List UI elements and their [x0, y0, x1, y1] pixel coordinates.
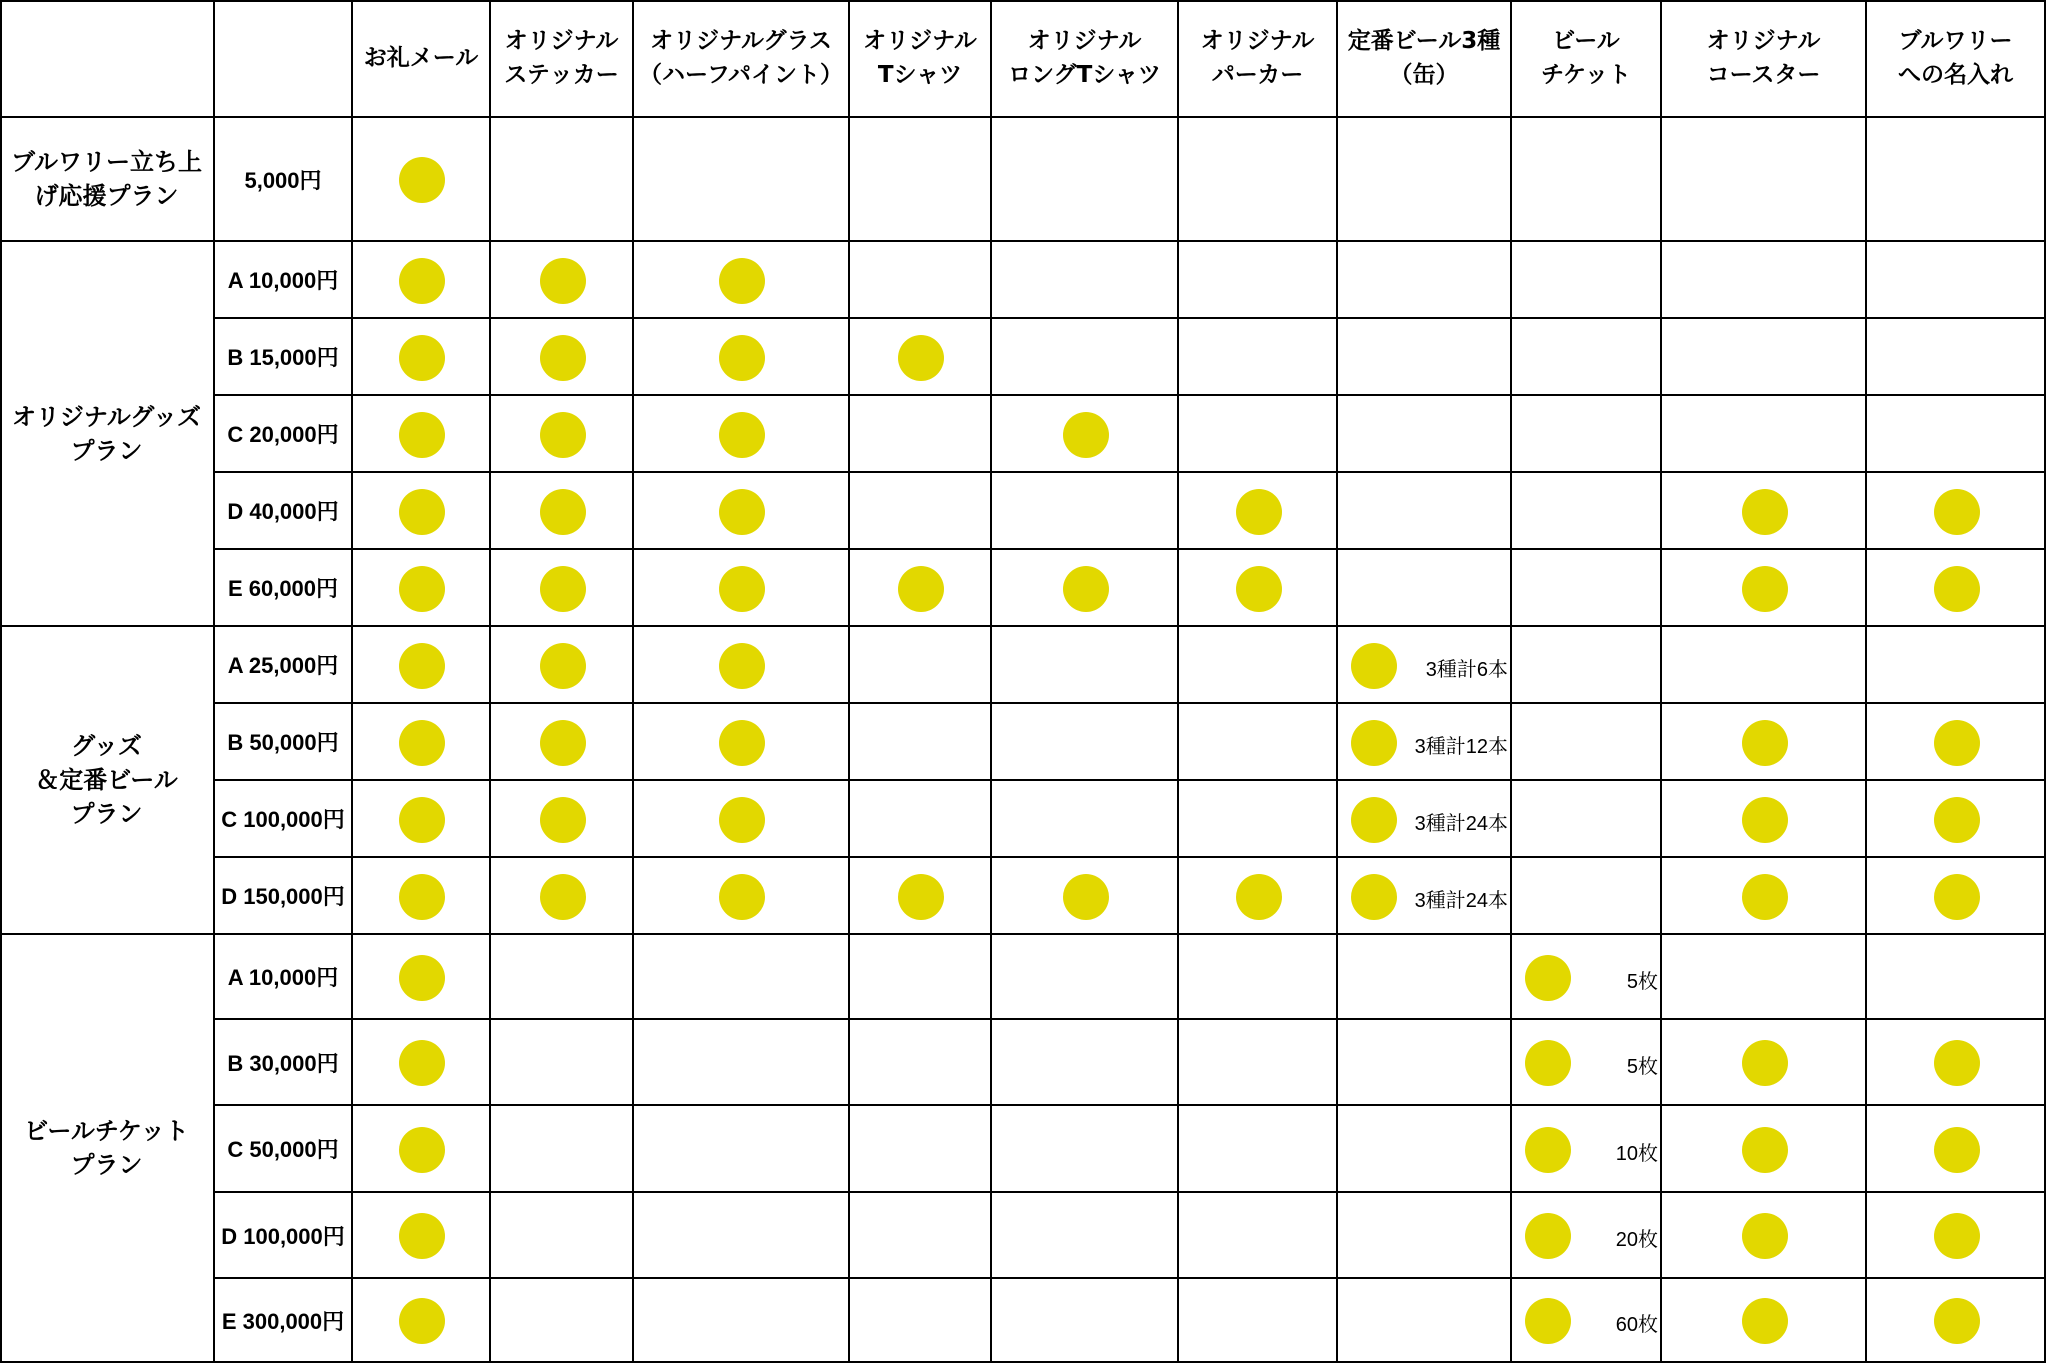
included-mark [1934, 874, 1980, 920]
included-mark [719, 643, 765, 689]
included-mark [540, 874, 586, 920]
benefit-cell [634, 1193, 850, 1279]
benefit-cell [992, 1193, 1179, 1279]
benefit-cell [850, 118, 992, 242]
quantity-note: 5枚 [1626, 970, 1658, 993]
benefit-cell [491, 1193, 634, 1279]
benefit-cell [850, 1279, 992, 1363]
benefit-cell [992, 1020, 1179, 1106]
benefit-cell [1179, 396, 1338, 473]
plan-name: ビールチケット プラン [0, 935, 215, 1363]
included-mark [399, 157, 445, 203]
quantity-note: 60枚 [1615, 1314, 1658, 1336]
benefit-cell [992, 935, 1179, 1020]
included-mark [1934, 1298, 1980, 1344]
plan-price: 5,000円 [215, 118, 353, 242]
quantity-note: 3種計12本 [1414, 735, 1508, 758]
included-mark [1934, 720, 1980, 766]
plan-price: A 25,000円 [215, 627, 353, 704]
plan-price: C 100,000円 [215, 781, 353, 858]
benefit-cell [491, 1020, 634, 1106]
plan-name: ブルワリー立ち上 げ応援プラン [0, 118, 215, 242]
benefit-cell [1662, 242, 1867, 319]
included-mark [1742, 874, 1788, 920]
included-mark [1525, 1127, 1571, 1173]
quantity-note: 10枚 [1615, 1142, 1658, 1165]
benefit-cell [1338, 396, 1512, 473]
included-mark [399, 1127, 445, 1173]
quantity-note: 3種計6本 [1425, 658, 1508, 681]
benefit-cell [1338, 550, 1512, 627]
benefit-cell [850, 1106, 992, 1193]
benefit-cell [1338, 935, 1512, 1020]
benefit-cell [1338, 1193, 1512, 1279]
benefit-cell [1512, 242, 1662, 319]
quantity-note: 20枚 [1615, 1229, 1658, 1251]
column-header: ブルワリー への名入れ [1867, 0, 2046, 118]
column-header: オリジナル ステッカー [491, 0, 634, 118]
included-mark [1742, 720, 1788, 766]
included-mark [540, 258, 586, 304]
included-mark [1063, 566, 1109, 612]
benefit-cell [1662, 118, 1867, 242]
benefit-cell [992, 319, 1179, 396]
included-mark [540, 335, 586, 381]
included-mark [1934, 1213, 1980, 1259]
benefit-cell [1179, 1193, 1338, 1279]
quantity-note: 5枚 [1626, 1056, 1658, 1078]
included-mark [719, 566, 765, 612]
benefit-cell [850, 627, 992, 704]
included-mark [1742, 566, 1788, 612]
included-mark [399, 643, 445, 689]
column-header: お礼メール [353, 0, 491, 118]
included-mark [1525, 955, 1571, 1001]
included-mark [719, 489, 765, 535]
included-mark [1236, 489, 1282, 535]
benefit-cell [1179, 242, 1338, 319]
benefit-cell [1512, 550, 1662, 627]
benefit-cell [1179, 781, 1338, 858]
benefit-cell [634, 1020, 850, 1106]
included-mark [1742, 797, 1788, 843]
included-mark [719, 720, 765, 766]
included-mark [540, 720, 586, 766]
benefit-cell [1338, 473, 1512, 550]
benefit-cell [850, 781, 992, 858]
included-mark [399, 335, 445, 381]
included-mark [719, 335, 765, 381]
plan-price: D 40,000円 [215, 473, 353, 550]
benefit-cell [1867, 396, 2046, 473]
column-header: 定番ビール3種 （缶） [1338, 0, 1512, 118]
benefit-cell [1512, 396, 1662, 473]
included-mark [719, 258, 765, 304]
included-mark [399, 1040, 445, 1086]
plan-price: B 30,000円 [215, 1020, 353, 1106]
benefit-cell [850, 1193, 992, 1279]
benefit-cell [1338, 1020, 1512, 1106]
included-mark [1934, 1127, 1980, 1173]
benefit-cell [1662, 396, 1867, 473]
column-header: オリジナルグラス （ハーフパイント） [634, 0, 850, 118]
benefit-cell [1179, 1106, 1338, 1193]
benefit-cell [1179, 627, 1338, 704]
plan-price: C 50,000円 [215, 1106, 353, 1193]
benefit-cell [1179, 935, 1338, 1020]
included-mark [540, 489, 586, 535]
included-mark [719, 874, 765, 920]
plan-name: グッズ ＆定番ビール プラン [0, 627, 215, 935]
included-mark [1742, 489, 1788, 535]
included-mark [1742, 1298, 1788, 1344]
plan-price: C 20,000円 [215, 396, 353, 473]
column-header: オリジナル ロングTシャツ [992, 0, 1179, 118]
benefit-cell [1867, 935, 2046, 1020]
included-mark [1236, 566, 1282, 612]
included-mark [540, 643, 586, 689]
included-mark [1742, 1127, 1788, 1173]
included-mark [1063, 412, 1109, 458]
included-mark [1351, 874, 1397, 920]
benefit-cell [1338, 1106, 1512, 1193]
benefit-cell [491, 1279, 634, 1363]
benefit-cell [992, 627, 1179, 704]
benefit-cell [850, 704, 992, 781]
plan-price: D 150,000円 [215, 858, 353, 935]
benefit-cell [1512, 118, 1662, 242]
included-mark [399, 955, 445, 1001]
column-header: ビール チケット [1512, 0, 1662, 118]
plan-price: D 100,000円 [215, 1193, 353, 1279]
included-mark [399, 874, 445, 920]
benefit-cell [1662, 627, 1867, 704]
benefit-cell [992, 704, 1179, 781]
benefit-cell [1512, 627, 1662, 704]
included-mark [1525, 1298, 1571, 1344]
included-mark [399, 566, 445, 612]
benefit-cell [1512, 781, 1662, 858]
header-empty-cell [215, 0, 353, 118]
included-mark [399, 258, 445, 304]
included-mark [1351, 643, 1397, 689]
column-header: オリジナル Tシャツ [850, 0, 992, 118]
benefit-cell [992, 781, 1179, 858]
plan-price: E 60,000円 [215, 550, 353, 627]
header-empty-cell [0, 0, 215, 118]
included-mark [540, 412, 586, 458]
plan-name: オリジナルグッズ プラン [0, 242, 215, 627]
benefit-cell [1512, 319, 1662, 396]
benefit-cell [1179, 118, 1338, 242]
benefit-cell [850, 242, 992, 319]
benefit-cell [850, 935, 992, 1020]
benefit-cell [1512, 858, 1662, 935]
included-mark [399, 412, 445, 458]
included-mark [1934, 489, 1980, 535]
benefit-cell [1867, 627, 2046, 704]
benefit-cell [850, 473, 992, 550]
plan-price: A 10,000円 [215, 242, 353, 319]
included-mark [399, 1213, 445, 1259]
benefit-cell [1179, 704, 1338, 781]
included-mark [898, 874, 944, 920]
column-header: オリジナル パーカー [1179, 0, 1338, 118]
included-mark [898, 335, 944, 381]
included-mark [1525, 1213, 1571, 1259]
benefit-cell [491, 935, 634, 1020]
benefit-cell [1338, 118, 1512, 242]
benefit-cell [1512, 704, 1662, 781]
plan-price: B 15,000円 [215, 319, 353, 396]
plan-price: B 50,000円 [215, 704, 353, 781]
included-mark [719, 412, 765, 458]
benefit-cell [491, 118, 634, 242]
quantity-note: 3種計24本 [1414, 889, 1508, 912]
included-mark [1351, 720, 1397, 766]
included-mark [1934, 797, 1980, 843]
benefit-cell [1179, 1020, 1338, 1106]
benefit-cell [1338, 1279, 1512, 1363]
included-mark [399, 489, 445, 535]
benefit-cell [1512, 473, 1662, 550]
included-mark [1934, 566, 1980, 612]
benefit-cell [1867, 319, 2046, 396]
included-mark [1742, 1213, 1788, 1259]
benefit-cell [1179, 319, 1338, 396]
benefit-cell [634, 118, 850, 242]
benefit-cell [1662, 319, 1867, 396]
benefit-cell [1867, 242, 2046, 319]
benefit-cell [634, 1279, 850, 1363]
included-mark [1236, 874, 1282, 920]
included-mark [719, 797, 765, 843]
benefit-cell [634, 1106, 850, 1193]
included-mark [399, 797, 445, 843]
included-mark [540, 797, 586, 843]
benefit-cell [850, 1020, 992, 1106]
included-mark [399, 1298, 445, 1344]
benefit-cell [992, 1279, 1179, 1363]
included-mark [1351, 797, 1397, 843]
benefit-cell [1338, 242, 1512, 319]
included-mark [1934, 1040, 1980, 1086]
benefit-cell [1867, 118, 2046, 242]
benefit-cell [992, 1106, 1179, 1193]
benefit-cell [1662, 935, 1867, 1020]
benefit-cell [1338, 319, 1512, 396]
benefit-cell [634, 935, 850, 1020]
plan-price: E 300,000円 [215, 1279, 353, 1363]
benefit-cell [850, 396, 992, 473]
benefit-cell [491, 1106, 634, 1193]
included-mark [399, 720, 445, 766]
column-header: オリジナル コースター [1662, 0, 1867, 118]
included-mark [1525, 1040, 1571, 1086]
included-mark [1742, 1040, 1788, 1086]
included-mark [1063, 874, 1109, 920]
benefit-cell [992, 118, 1179, 242]
quantity-note: 3種計24本 [1414, 812, 1508, 835]
plan-price: A 10,000円 [215, 935, 353, 1020]
included-mark [540, 566, 586, 612]
benefit-cell [1179, 1279, 1338, 1363]
benefit-cell [992, 473, 1179, 550]
benefit-cell [992, 242, 1179, 319]
included-mark [898, 566, 944, 612]
